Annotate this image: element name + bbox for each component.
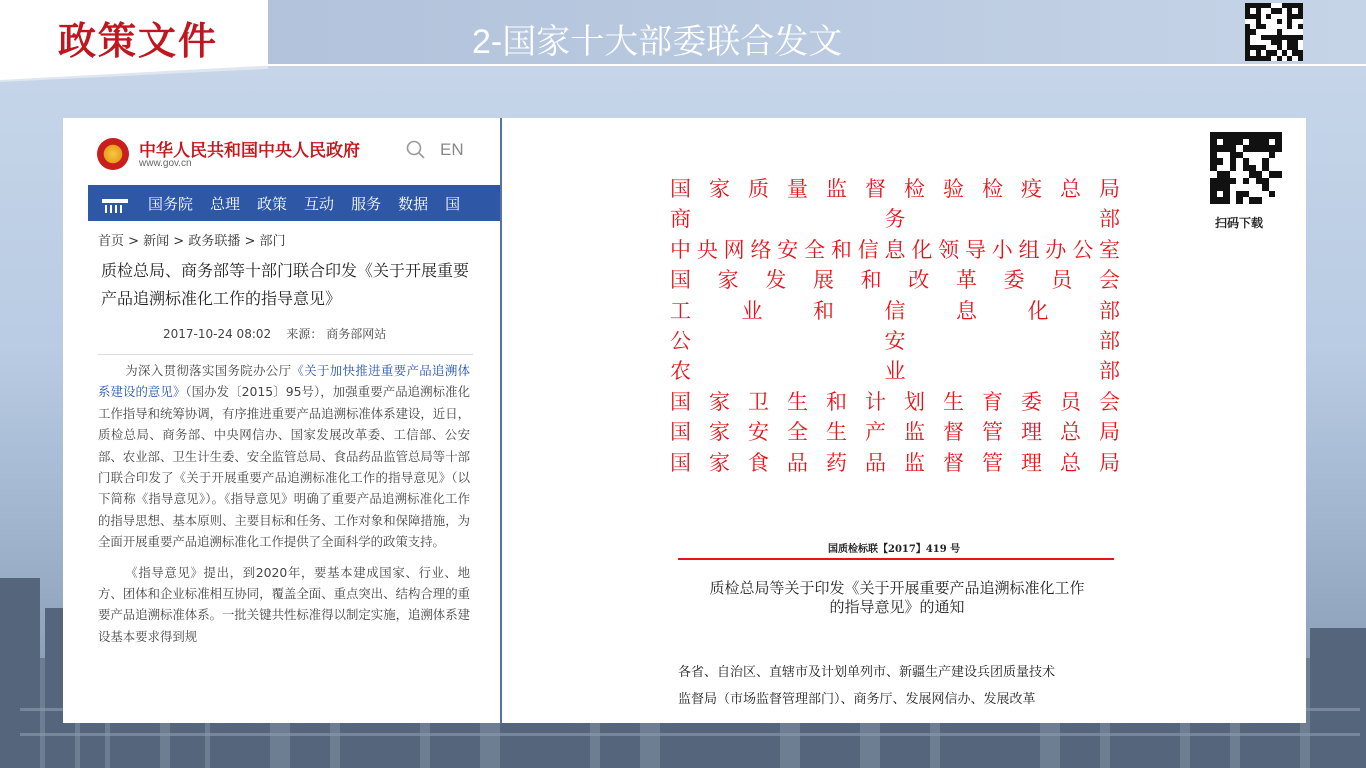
article-title: 质检总局、商务部等十部门联合印发《关于开展重要产品追溯标准化工作的指导意见》 bbox=[101, 261, 470, 308]
article-body bbox=[98, 360, 470, 656]
agency-name: 工 业 和 信 息 化 部 bbox=[670, 298, 1120, 323]
nav-item-zongli[interactable]: 总理 bbox=[210, 194, 241, 213]
para-rest: （国办发〔2015〕95号），加强重要产品追溯标准化工作指导和统筹协调，有序推进重要产品追溯标准体系建设，近日，质检总局、商务部、中央网信办、国家发展改革委、工信部、公安部、农业部、卫生计生委、安全监管总局、食品药品监管总局等十部门联合印发了《关于开展重要产品追溯标准化工作的指导意见》（以下简称《指导意见》）。《指导意见》明确了重要产品追溯标准化工作的指导思想、基本原则、主要目标和任务、工作对象和保障措施，为全面开展重要产品追溯标准化工作提供了全面科学的政策支持。 bbox=[98, 384, 470, 550]
article-link[interactable]: 《关于加快推进重要产品追溯体系建设的意见》 bbox=[98, 363, 470, 400]
search-icon[interactable] bbox=[406, 140, 426, 165]
qr-code-icon bbox=[1210, 132, 1282, 204]
slide-title: 2-国家十大部委联合发文 bbox=[472, 23, 843, 61]
nav-item-fuwu[interactable]: 服务 bbox=[351, 194, 382, 213]
para-lead: 为深入贯彻落实国务院办公厅 bbox=[125, 363, 292, 378]
qr-code-icon bbox=[1245, 3, 1303, 61]
section-title: 政策文件 bbox=[58, 19, 219, 63]
agency-name: 国 家 安 全 生 产 监 督 管 理 总 局 bbox=[670, 420, 1120, 445]
document-number: 国质检标联【2017】419 号 bbox=[828, 544, 961, 555]
article-paragraph bbox=[98, 360, 470, 553]
agency-list bbox=[670, 174, 1120, 478]
agency-name: 公 安 部 bbox=[670, 328, 1120, 353]
gov-site-name: 中华人民共和国中央人民政府 bbox=[139, 141, 360, 161]
official-document bbox=[502, 118, 1306, 723]
article-source: 来源： 商务部网站 bbox=[286, 327, 387, 341]
breadcrumb[interactable]: 首页 > 新闻 > 政务联播 > 部门 bbox=[98, 234, 286, 249]
agency-name: 农 业 部 bbox=[670, 359, 1120, 384]
agency-name: 中 央 网 络 安 全 和 信 息 化 领 导 小 组 办 公 室 bbox=[670, 237, 1120, 262]
language-toggle[interactable]: EN bbox=[440, 140, 464, 159]
article-paragraph: 《指导意见》提出，到2020年，要基本建成国家、行业、地方、团体和企业标准相互协同，覆盖全面、重点突出、结构合理的重要产品追溯标准体系。一批关键共性标准得以制定实施，追溯体系建设基本要求得到规 bbox=[98, 564, 470, 644]
agency-name: 国 家 卫 生 和 计 划 生 育 委 员 会 bbox=[670, 389, 1120, 414]
article-meta bbox=[163, 325, 386, 342]
agency-name: 商 务 部 bbox=[670, 207, 1120, 232]
heading-line: 质检总局等关于印发《关于开展重要产品追溯标准化工作 bbox=[709, 579, 1085, 597]
nav-item-more[interactable]: 国 bbox=[445, 194, 461, 213]
nav-item-hudong[interactable]: 互动 bbox=[304, 194, 335, 213]
article-date: 2017-10-24 08:02 bbox=[163, 327, 272, 341]
gov-site-url: www.gov.cn bbox=[139, 158, 192, 169]
divider bbox=[98, 354, 473, 355]
document-heading bbox=[672, 579, 1122, 617]
document-body-line: 监督局（市场监督管理部门）、商务厅、发展网信办、发展改革 bbox=[678, 692, 1036, 707]
qr-caption: 扫码下载 bbox=[1215, 216, 1264, 230]
agency-name: 国 家 质 量 监 督 检 验 检 疫 总 局 bbox=[670, 177, 1120, 201]
gov-article-screenshot bbox=[63, 118, 500, 723]
document-red-rule bbox=[678, 558, 1114, 560]
gov-emblem-icon bbox=[97, 138, 129, 170]
nav-item-guowuyuan[interactable]: 国务院 bbox=[148, 194, 194, 213]
gov-nav-bar bbox=[88, 185, 500, 221]
agency-name: 国 家 食 品 药 品 监 督 管 理 总 局 bbox=[670, 450, 1120, 475]
header-divider bbox=[268, 64, 1366, 66]
tiananmen-icon bbox=[100, 185, 130, 221]
nav-item-zhengce[interactable]: 政策 bbox=[257, 194, 288, 213]
nav-item-shuju[interactable]: 数据 bbox=[398, 194, 429, 213]
agency-name: 国 家 发 展 和 改 革 委 员 会 bbox=[670, 268, 1120, 293]
document-body-line: 各省、自治区、直辖市及计划单列市、新疆生产建设兵团质量技术 bbox=[678, 665, 1056, 680]
heading-line: 的指导意见》的通知 bbox=[829, 598, 965, 616]
